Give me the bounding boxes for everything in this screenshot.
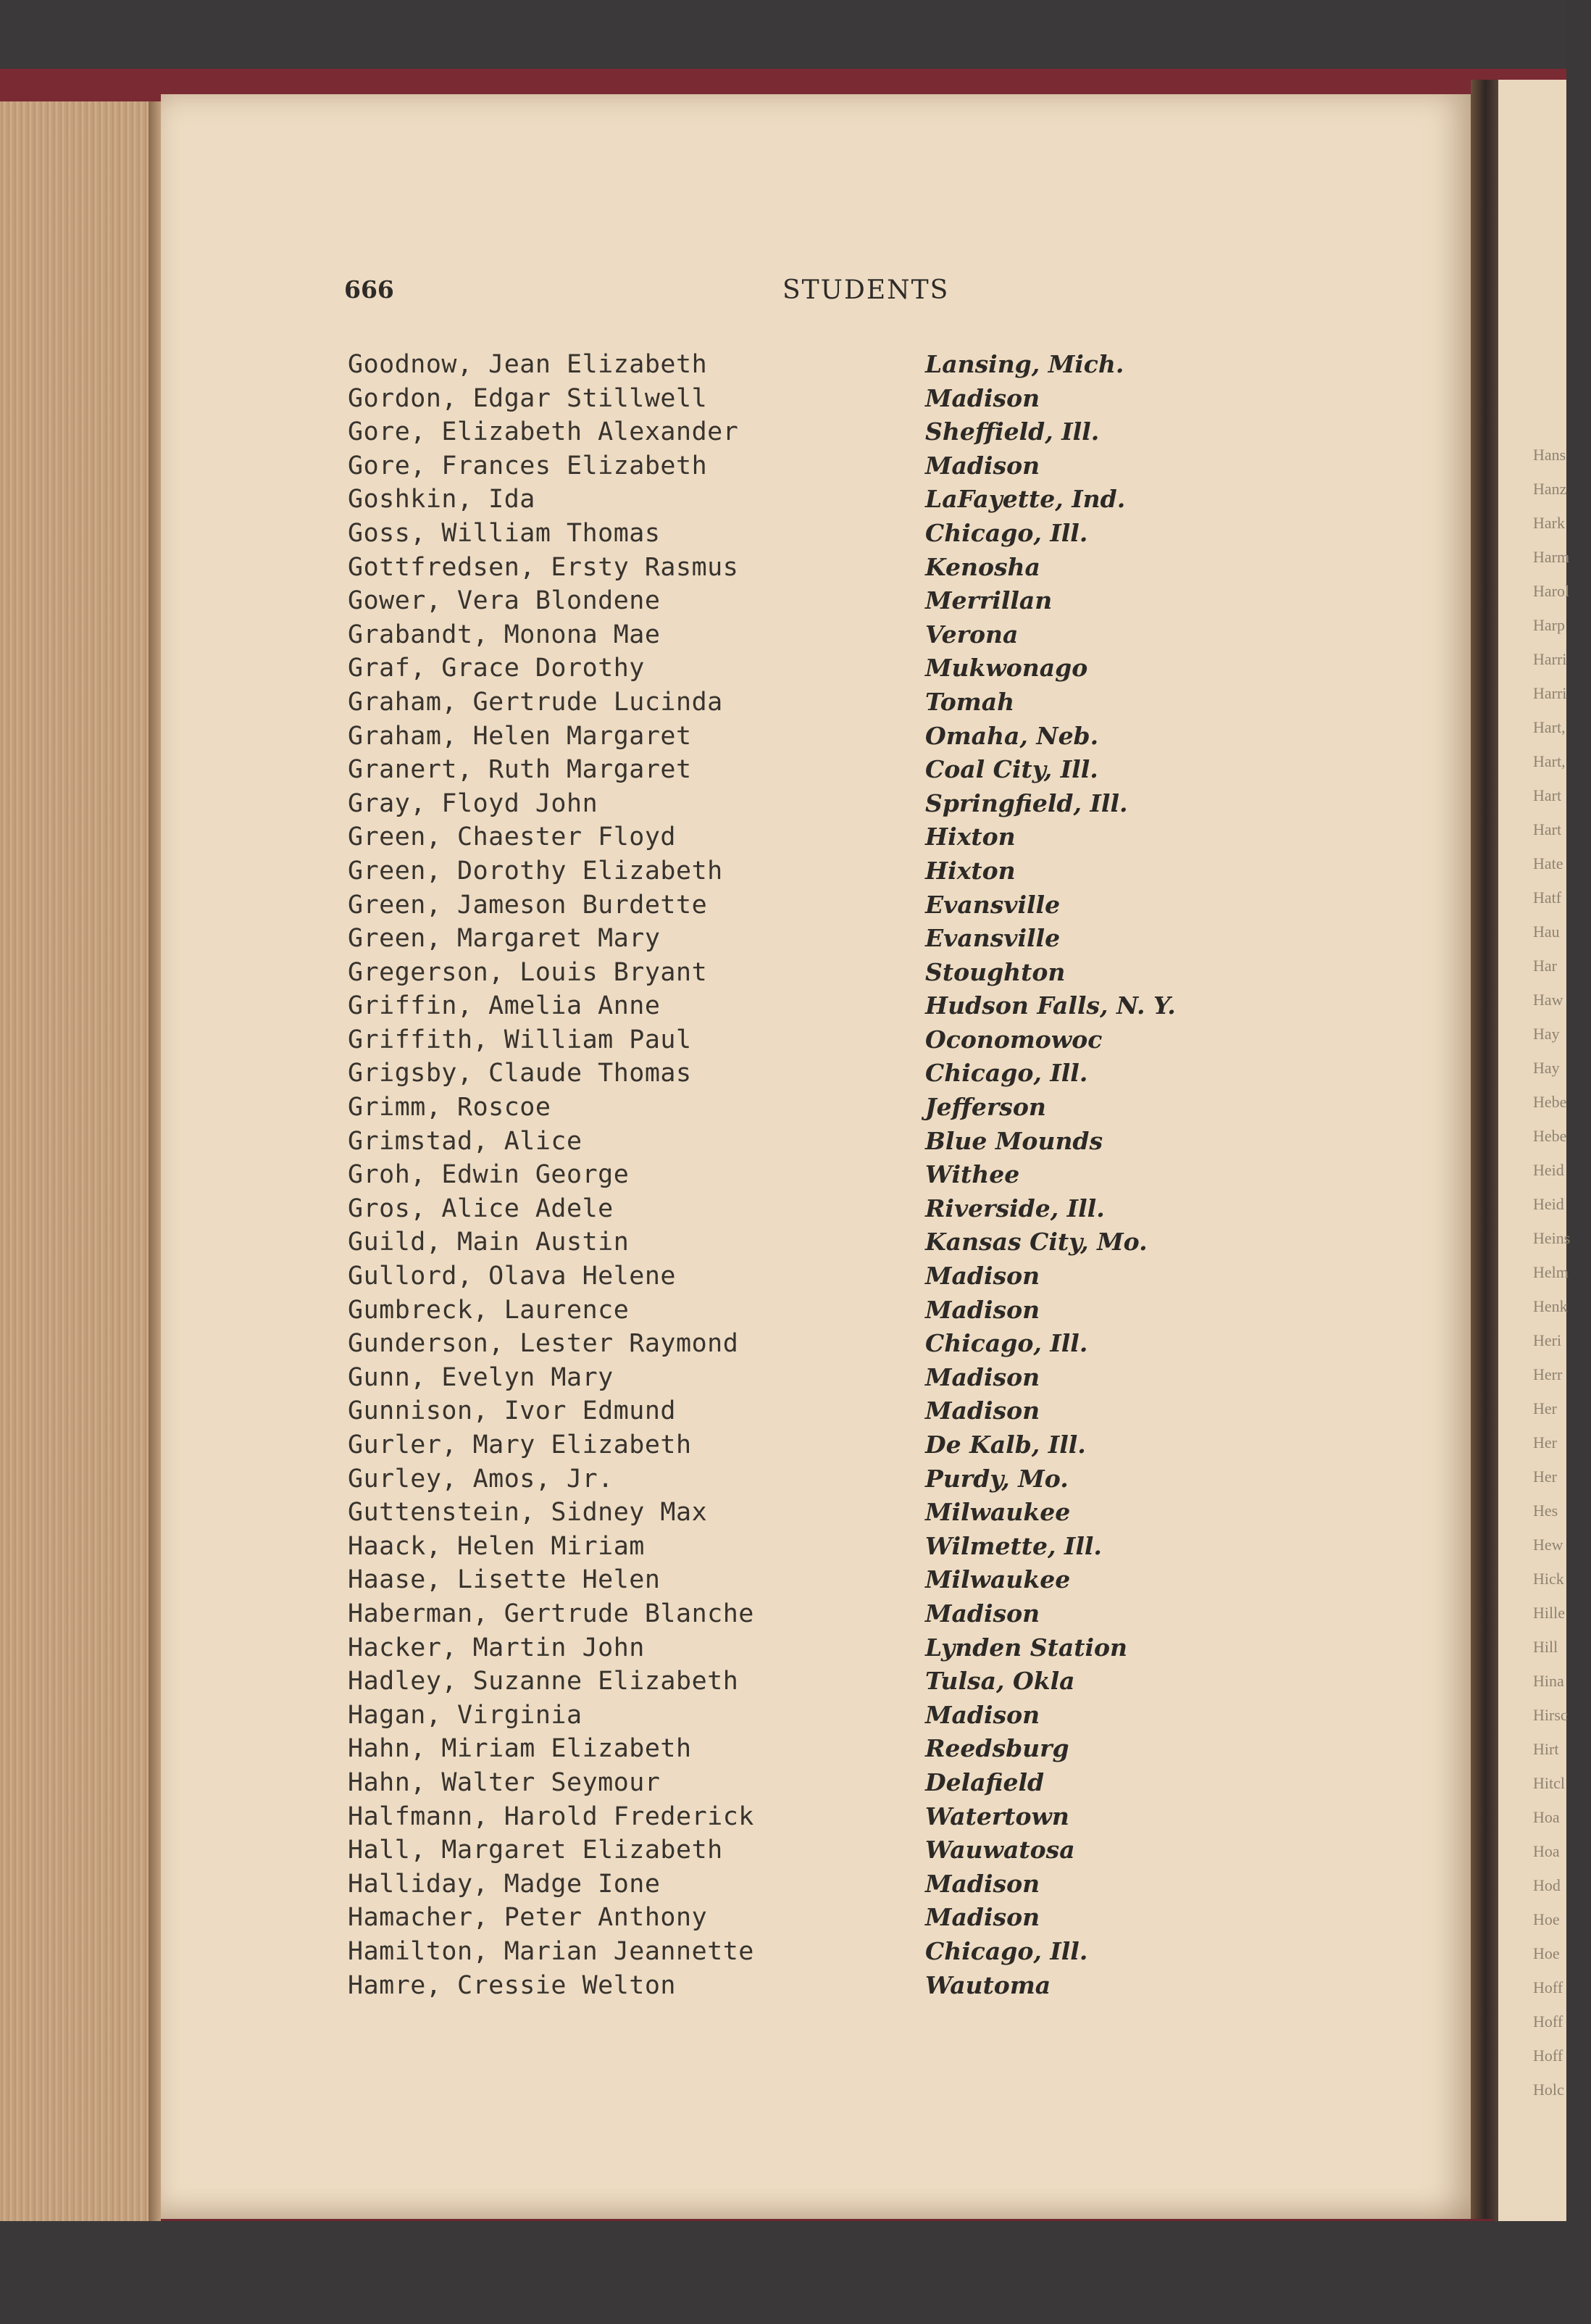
student-hometown: Madison — [925, 1869, 1040, 1898]
page-stack-edges — [0, 101, 156, 2275]
student-name: Hahn, Walter Seymour — [348, 1767, 661, 1797]
student-hometown: Chicago, Ill. — [925, 1329, 1088, 1358]
facing-page-name-fragment: Hill — [1533, 1638, 1558, 1656]
student-entry — [348, 1870, 1253, 1904]
facing-page-name-fragment: Hirsc — [1533, 1706, 1568, 1724]
student-hometown: Milwaukee — [925, 1498, 1071, 1527]
facing-page-name-fragment: Hay — [1533, 1059, 1560, 1077]
student-name: Hacker, Martin John — [348, 1633, 645, 1662]
student-name: Gunnison, Ivor Edmund — [348, 1396, 677, 1426]
facing-page-name-fragment: Hark — [1533, 514, 1565, 532]
facing-page-name-fragment: Hes — [1533, 1502, 1558, 1520]
running-head: STUDENTS — [782, 275, 950, 305]
facing-page-name-fragment: Hart, — [1533, 752, 1566, 770]
student-name: Green, Chaester Floyd — [348, 822, 677, 852]
student-entry — [348, 350, 1253, 384]
student-name: Hahn, Miriam Elizabeth — [348, 1734, 692, 1764]
student-name: Gordon, Edgar Stillwell — [348, 383, 708, 413]
student-name: Gros, Alice Adele — [348, 1194, 614, 1223]
student-name: Guttenstein, Sidney Max — [348, 1498, 708, 1528]
student-entry — [348, 958, 1253, 992]
student-name: Goshkin, Ida — [348, 485, 535, 515]
facing-page-name-fragment: Harm — [1533, 548, 1570, 566]
student-name: Goodnow, Jean Elizabeth — [348, 350, 708, 379]
student-entry — [348, 1127, 1253, 1161]
facing-page-name-fragment: Haw — [1533, 991, 1563, 1009]
student-entry — [348, 1599, 1253, 1633]
student-hometown: Chicago, Ill. — [925, 518, 1088, 547]
student-hometown: Purdy, Mo. — [925, 1464, 1069, 1493]
student-hometown: Hixton — [925, 822, 1016, 851]
student-entry — [348, 924, 1253, 958]
student-name: Hamre, Cressie Welton — [348, 1970, 677, 2000]
facing-page-name-fragment: Hart, — [1533, 718, 1566, 736]
student-name: Green, Jameson Burdette — [348, 890, 708, 920]
student-name: Gumbreck, Laurence — [348, 1295, 630, 1325]
facing-page-name-fragment: Hoe — [1533, 1944, 1560, 1962]
student-hometown: Madison — [925, 451, 1040, 480]
student-name: Halliday, Madge Ione — [348, 1869, 661, 1899]
facing-page-name-fragment: Hina — [1533, 1672, 1564, 1690]
student-hometown: Stoughton — [925, 957, 1066, 986]
student-name: Green, Margaret Mary — [348, 924, 661, 954]
student-entry — [348, 1565, 1253, 1599]
student-entry — [348, 1465, 1253, 1499]
facing-page-name-fragment: Her — [1533, 1399, 1557, 1417]
facing-page-name-fragment: Hebe — [1533, 1127, 1567, 1145]
student-entry — [348, 519, 1253, 553]
student-entry — [348, 857, 1253, 891]
facing-page-name-fragment: Heri — [1533, 1331, 1562, 1349]
student-hometown: Madison — [925, 1362, 1040, 1391]
student-hometown: Watertown — [925, 1802, 1069, 1831]
student-hometown: Delafield — [925, 1767, 1045, 1796]
student-entry — [348, 1498, 1253, 1532]
student-hometown: Jefferson — [925, 1093, 1046, 1122]
student-name: Graham, Gertrude Lucinda — [348, 687, 723, 717]
student-entry — [348, 417, 1253, 451]
facing-page-name-fragment: Hart — [1533, 820, 1562, 838]
student-name: Hamilton, Marian Jeannette — [348, 1936, 754, 1966]
facing-page-strip — [1498, 80, 1571, 2254]
student-entry — [348, 1194, 1253, 1228]
student-hometown: Omaha, Neb. — [925, 721, 1099, 750]
student-hometown: Hixton — [925, 856, 1016, 885]
facing-page-name-fragment: Heins — [1533, 1229, 1571, 1247]
facing-page-name-fragment: Henk — [1533, 1297, 1568, 1315]
student-entry — [348, 1734, 1253, 1768]
student-hometown: Wilmette, Ill. — [925, 1531, 1102, 1560]
facing-page-name-fragment: Hanz — [1533, 480, 1567, 498]
student-entry — [348, 822, 1253, 857]
student-entry — [348, 654, 1253, 688]
student-hometown: Evansville — [925, 924, 1061, 953]
facing-page-name-fragment: Hau — [1533, 922, 1560, 941]
student-name: Goss, William Thomas — [348, 518, 661, 548]
student-entry — [348, 1396, 1253, 1430]
facing-page-name-fragment: Hoff — [1533, 2046, 1563, 2065]
facing-page-name-fragment: Hoff — [1533, 2012, 1563, 2031]
student-entry — [348, 1296, 1253, 1330]
student-name: Haberman, Gertrude Blanche — [348, 1599, 754, 1628]
student-name: Gottfredsen, Ersty Rasmus — [348, 552, 739, 582]
student-hometown: Evansville — [925, 890, 1061, 919]
student-hometown: Madison — [925, 1599, 1040, 1628]
facing-page-name-fragment: Harp — [1533, 616, 1565, 634]
student-entry — [348, 755, 1253, 789]
facing-page-name-fragment: Hart — [1533, 786, 1562, 804]
student-name: Gower, Vera Blondene — [348, 586, 661, 616]
student-hometown: Madison — [925, 383, 1040, 412]
student-entry — [348, 1228, 1253, 1262]
student-name: Grigsby, Claude Thomas — [348, 1059, 692, 1088]
student-name: Gullord, Olava Helene — [348, 1262, 677, 1291]
student-name: Gunn, Evelyn Mary — [348, 1362, 614, 1392]
student-name: Gore, Elizabeth Alexander — [348, 417, 739, 447]
student-entry — [348, 1532, 1253, 1566]
student-entry — [348, 384, 1253, 418]
background-bottom — [0, 2221, 1566, 2324]
facing-page-name-fragment: Hod — [1533, 1876, 1561, 1894]
student-entry — [348, 1768, 1253, 1802]
student-name: Graham, Helen Margaret — [348, 721, 692, 751]
student-entry — [348, 1701, 1253, 1735]
facing-page-name-fragment: Hatf — [1533, 888, 1562, 907]
student-entry — [348, 1903, 1253, 1937]
student-hometown: Kansas City, Mo. — [925, 1228, 1148, 1257]
student-list — [348, 350, 1253, 2004]
student-hometown: Wautoma — [925, 1970, 1051, 1999]
student-entry — [348, 1802, 1253, 1836]
student-hometown: Milwaukee — [925, 1565, 1071, 1594]
student-hometown: Oconomowoc — [925, 1025, 1103, 1054]
student-entry — [348, 1025, 1253, 1059]
student-hometown: Sheffield, Ill. — [925, 417, 1100, 446]
student-hometown: Tomah — [925, 687, 1015, 716]
student-entry — [348, 891, 1253, 925]
student-name: Hall, Margaret Elizabeth — [348, 1836, 723, 1865]
facing-page-name-fragment: Hick — [1533, 1570, 1564, 1588]
facing-page-name-fragment: Hew — [1533, 1536, 1563, 1554]
student-name: Grimstad, Alice — [348, 1126, 582, 1156]
student-name: Gurley, Amos, Jr. — [348, 1464, 614, 1494]
student-name: Hamacher, Peter Anthony — [348, 1903, 708, 1933]
student-name: Grabandt, Monona Mae — [348, 620, 661, 649]
facing-page-name-fragment: Helm — [1533, 1263, 1569, 1281]
student-hometown: Kenosha — [925, 552, 1040, 581]
background-top — [0, 0, 1566, 69]
facing-page-name-fragment: Hille — [1533, 1604, 1565, 1622]
page-number: 666 — [344, 275, 394, 304]
book-gutter — [1471, 80, 1500, 2254]
facing-page-name-fragment: Hitcl — [1533, 1774, 1565, 1792]
facing-page-name-fragment: Harri — [1533, 684, 1567, 702]
student-name: Griffith, William Paul — [348, 1025, 692, 1054]
student-entry — [348, 1262, 1253, 1296]
student-hometown: Madison — [925, 1262, 1040, 1291]
facing-page-name-fragment: Hoe — [1533, 1910, 1560, 1928]
student-entry — [348, 586, 1253, 620]
facing-page-name-fragment: Herr — [1533, 1365, 1563, 1383]
student-name: Gunderson, Lester Raymond — [348, 1329, 739, 1359]
student-entry — [348, 1836, 1253, 1870]
student-entry — [348, 722, 1253, 756]
student-hometown: Lansing, Mich. — [925, 350, 1124, 378]
student-hometown: Madison — [925, 1700, 1040, 1729]
student-entry — [348, 1329, 1253, 1363]
facing-page-name-fragment: Hirt — [1533, 1740, 1559, 1758]
student-hometown: Madison — [925, 1396, 1040, 1425]
student-hometown: Blue Mounds — [925, 1126, 1103, 1155]
facing-page-name-fragment: Harol — [1533, 582, 1570, 600]
student-name: Grimm, Roscoe — [348, 1093, 551, 1123]
student-hometown: Tulsa, Okla — [925, 1667, 1075, 1696]
facing-page-name-fragment: Hoa — [1533, 1808, 1560, 1826]
facing-page-name-fragment: Hate — [1533, 854, 1563, 872]
student-name: Halfmann, Harold Frederick — [348, 1802, 754, 1831]
student-entry — [348, 1667, 1253, 1701]
student-name: Gore, Frances Elizabeth — [348, 451, 708, 480]
facing-page-name-fragment: Heid — [1533, 1195, 1564, 1213]
student-name: Gray, Floyd John — [348, 788, 598, 818]
student-name: Haase, Lisette Helen — [348, 1565, 661, 1595]
student-hometown: Chicago, Ill. — [925, 1936, 1088, 1965]
student-hometown: Madison — [925, 1295, 1040, 1324]
student-entry — [348, 1971, 1253, 2005]
student-hometown: LaFayette, Ind. — [925, 485, 1126, 514]
student-entry — [348, 553, 1253, 587]
student-hometown: Reedsburg — [925, 1734, 1069, 1763]
student-hometown: Withee — [925, 1160, 1020, 1189]
student-hometown: Verona — [925, 620, 1019, 649]
student-name: Guild, Main Austin — [348, 1228, 630, 1257]
student-entry — [348, 1059, 1253, 1093]
student-hometown: Lynden Station — [925, 1633, 1127, 1662]
student-entry — [348, 1160, 1253, 1194]
student-name: Gurler, Mary Elizabeth — [348, 1430, 692, 1459]
student-entry — [348, 620, 1253, 654]
facing-page-name-fragment: Har — [1533, 957, 1557, 975]
facing-page-name-fragment: Hans — [1533, 446, 1566, 464]
student-entry — [348, 1093, 1253, 1127]
facing-page-name-fragment: Hoa — [1533, 1842, 1560, 1860]
student-name: Hadley, Suzanne Elizabeth — [348, 1667, 739, 1696]
student-hometown: Springfield, Ill. — [925, 788, 1128, 817]
student-hometown: Merrillan — [925, 586, 1053, 615]
student-entry — [348, 451, 1253, 486]
student-name: Groh, Edwin George — [348, 1160, 630, 1190]
student-entry — [348, 485, 1253, 519]
student-name: Graf, Grace Dorothy — [348, 654, 645, 683]
student-entry — [348, 1937, 1253, 1971]
facing-page-name-fragment: Harri — [1533, 650, 1567, 668]
student-hometown: Hudson Falls, N. Y. — [925, 991, 1176, 1020]
student-hometown: Coal City, Ill. — [925, 755, 1098, 784]
student-entry — [348, 789, 1253, 823]
student-name: Granert, Ruth Margaret — [348, 755, 692, 785]
facing-page-name-fragment: Hay — [1533, 1025, 1560, 1043]
student-hometown: De Kalb, Ill. — [925, 1430, 1086, 1459]
facing-page-name-fragment: Her — [1533, 1467, 1557, 1486]
student-entry — [348, 1430, 1253, 1465]
facing-page-names — [1533, 446, 1591, 2115]
student-hometown: Riverside, Ill. — [925, 1194, 1105, 1223]
student-entry — [348, 1363, 1253, 1397]
facing-page-name-fragment: Holc — [1533, 2081, 1564, 2099]
facing-page-name-fragment: Heid — [1533, 1161, 1564, 1179]
student-name: Hagan, Virginia — [348, 1700, 582, 1730]
student-name: Griffin, Amelia Anne — [348, 991, 661, 1021]
student-hometown: Wauwatosa — [925, 1836, 1075, 1865]
student-hometown: Madison — [925, 1903, 1040, 1932]
student-hometown: Mukwonago — [925, 654, 1088, 683]
student-hometown: Chicago, Ill. — [925, 1059, 1088, 1088]
facing-page-name-fragment: Her — [1533, 1433, 1557, 1452]
facing-page-name-fragment: Hoff — [1533, 1978, 1563, 1996]
student-name: Green, Dorothy Elizabeth — [348, 856, 723, 886]
student-name: Haack, Helen Miriam — [348, 1531, 645, 1561]
student-entry — [348, 991, 1253, 1025]
facing-page-name-fragment: Hebe — [1533, 1093, 1567, 1111]
student-entry — [348, 1633, 1253, 1667]
student-name: Gregerson, Louis Bryant — [348, 957, 708, 987]
student-entry — [348, 688, 1253, 722]
